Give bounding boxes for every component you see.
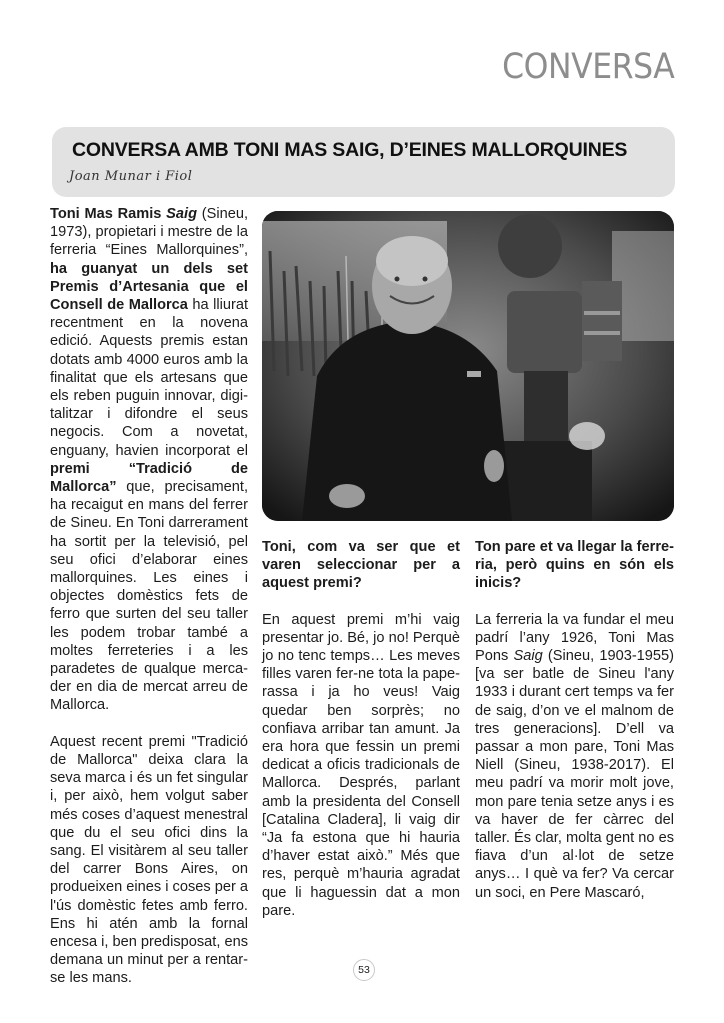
article-photo bbox=[262, 211, 674, 521]
portrait-photo bbox=[262, 211, 674, 521]
article-title: CONVERSA AMB TONI MAS SAIG, D’EINES MALLORQUINES bbox=[72, 139, 628, 161]
text-run: La ferreria la va fundar el meu padrí l’any 1926, Toni Mas Pons bbox=[475, 611, 674, 665]
qa-column-2 bbox=[475, 538, 674, 902]
text-run: Saig bbox=[513, 648, 543, 665]
title-box bbox=[52, 127, 675, 197]
text-run: (Sineu, 1903-1955) [va ser batle de Sineu l'any 1933 i durant cert temps va fer de saig, d’on ve el malnom de tres generacions]. D’ell va passar a mon pare, Toni Mas Niell (Sineu, 1938-2017). El meu padrí va morir molt jove, mon pare tenia setze anys i es va haver de fer càrrec del taller. És clar, molta gent no es fiava d’un al·lot de setze anys… I què va fer? Va cercar un soci, en Pere Mascaró, bbox=[475, 648, 675, 901]
question-2: Ton pare et va llegar la ferreria, però quins en són els inicis? bbox=[475, 539, 674, 592]
article-author: Joan Munar i Fiol bbox=[69, 169, 193, 184]
intro-paragraph-1 bbox=[50, 205, 248, 715]
page-number: 53 bbox=[353, 959, 375, 981]
text-run: (Sineu, 1973), propietari i mestre de la ferreria “Eines Mallorquines”, bbox=[50, 206, 248, 259]
section-header: CONVERSA bbox=[501, 47, 674, 87]
answer-2 bbox=[475, 611, 674, 902]
question-1: Toni, com va ser que et varen seleccionar per a aquest premi? bbox=[262, 539, 460, 592]
text-run: Saig bbox=[166, 206, 197, 222]
intro-paragraph-2: Aquest recent premi "Tradició de Mallorca" deixa clara la seva marca i és un fet singular i, per això, hem volgut saber més coses d’aquest menestral que du el seu ofici dins la sang. El visitàrem al seu taller del carrer Bons Aires, on produeixen eines i coses per a l'ús domèstic fetes amb ferro. Ens hi atén amb la fornal encesa i, ben predisposat, ens demana un minut per a rentar-se les mans. bbox=[50, 733, 248, 987]
intro-column bbox=[50, 205, 248, 988]
text-run: ha lliurat recentment en la novena edició. Aquests premis estan dotats amb 4000 euros amb la finalitat que els artesans que els reben puguin innovar, digitalitzar i difondre el seus negocis. Com a novetat, enguany, havien incorporat el bbox=[50, 297, 248, 459]
answer-1: En aquest premi m’hi vaig presentar jo. Bé, jo no! Perquè jo no tenc temps… Les meves filles varen fer-ne tota la paperassa i ja ho veus! Vaig quedar ben sorprès; no confiava arribar tan amunt. Ja era hora que fessin un premi dedicat a oficis tradicionals de Mallorca. Després, parlant amb la presidenta del Consell [Catalina Cladera], li vaig dir “Ja fa estona que hi hauria d’haver estat això.” Més que res, perquè m’hauria agradat que li haguessin dat a mon pare. bbox=[262, 611, 460, 919]
text-run: que, precisament, ha recaigut en mans del ferrer de Sineu. En Toni darrerament ha sortit per la televisió, pel seu ofici d’elaborar eines mallorquines. Les eines i objectes domèstics fets de ferro que surten del seu taller les podem trobar també a moltes ferreteries i a les paradetes de qualque mercader en dia de mercat arreu de Mallorca. bbox=[50, 479, 248, 714]
text-run: Toni Mas Ramis bbox=[50, 206, 167, 222]
text-run: ha guanyat un dels set Premis d’Artesania que el Consell de Mallorca bbox=[50, 260, 248, 314]
qa-column-1 bbox=[262, 538, 460, 920]
text-run: premi “Tradició de Mallorca” bbox=[50, 460, 248, 496]
